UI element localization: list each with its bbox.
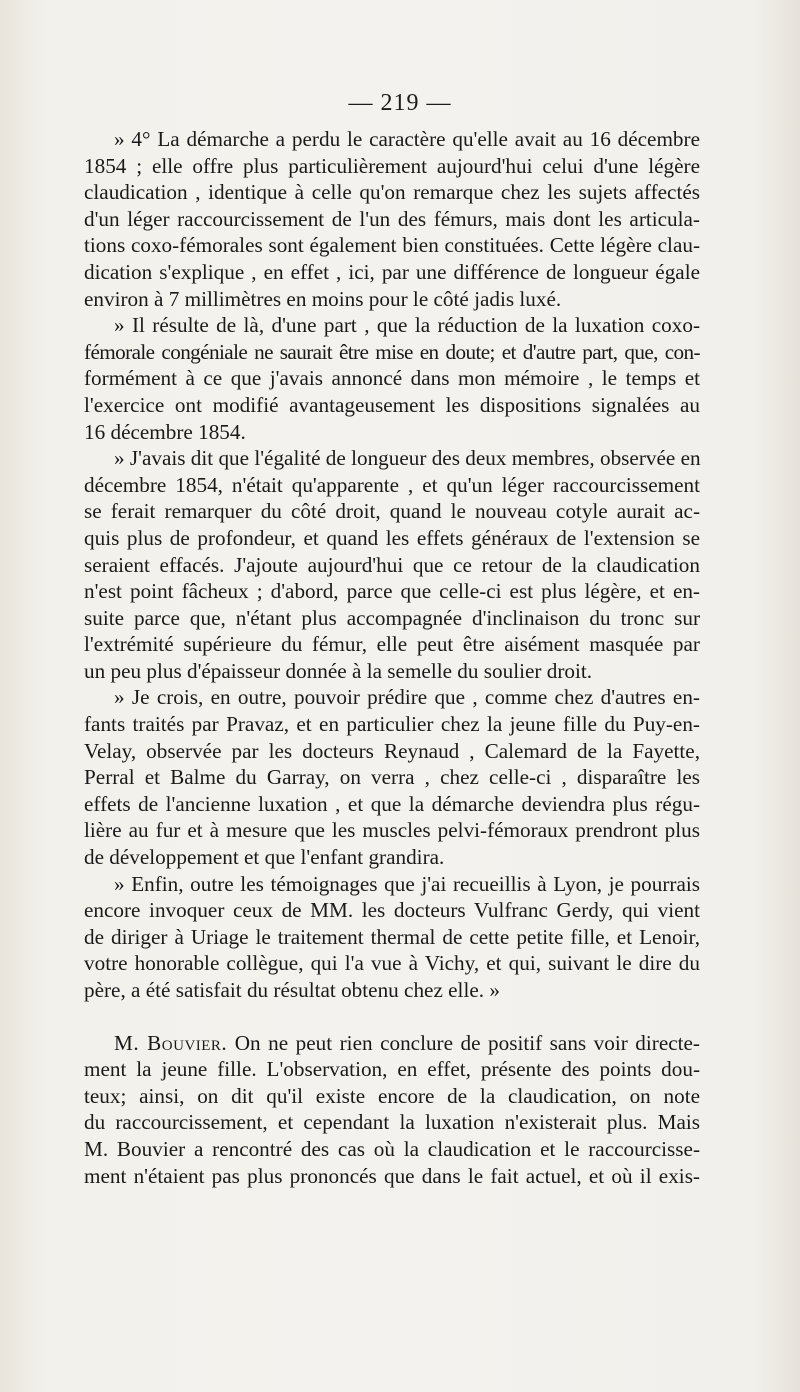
paragraph-5 [84, 871, 700, 1004]
speaker-name: M. Bouvier. [114, 1030, 228, 1055]
text-line: seraient effacés. J'ajoute aujourd'hui que ce retour de la claudication [84, 552, 700, 577]
paragraph-4 [84, 684, 700, 870]
text-line: lière au fur et à mesure que les muscles pelvi-fémoraux prendront plus [84, 818, 700, 843]
text-line: de développement et que l'enfant grandira. [84, 845, 445, 870]
text-line: père, a été satisfait du résultat obtenu chez elle. » [84, 978, 500, 1002]
text-line: fémorale congéniale ne saurait être mise en doute; et d'autre part, que, con- [84, 339, 700, 364]
text-line: du raccourcissement, et cependant la luxation n'existerait plus. Mais [84, 1110, 700, 1135]
text-line: fants traités par Pravaz, et en particulier chez la jeune fille du Puy-en- [84, 712, 700, 737]
text-line: M. Bouvier a rencontré des cas où la claudication et le raccourcisse- [84, 1136, 700, 1161]
paragraph-1 [84, 126, 700, 312]
paragraph-3 [84, 445, 700, 684]
paragraph-2 [84, 312, 700, 445]
text-line: tions coxo-fémorales sont également bien constituées. Cette légère clau- [84, 233, 700, 258]
text-line: d'un léger raccourcissement de l'un des fémurs, mais dont les articula- [84, 206, 700, 231]
text-line: 16 décembre 1854. [84, 419, 246, 444]
paragraph-6 [84, 1030, 700, 1190]
text-line: encore invoquer ceux de MM. les docteurs Vulfranc Gerdy, qui vient [84, 898, 700, 923]
text-line: votre honorable collègue, qui l'a vue à Vichy, et qui, suivant le dire du [84, 951, 700, 976]
text-line: teux; ainsi, on dit qu'il existe encore de la claudication, on note [84, 1083, 700, 1108]
text-line: claudication , identique à celle qu'on remarque chez les sujets affectés [84, 180, 700, 205]
text-line-rest: On ne peut rien conclure de positif sans voir directe- [227, 1030, 700, 1055]
text-line: se ferait remarquer du côté droit, quand le nouveau cotyle aurait ac- [84, 499, 700, 524]
text-line: Velay, observée par les docteurs Reynaud , Calemard de la Fayette, [84, 738, 700, 763]
text-line: quis plus de profondeur, et quand les effets généraux de l'extension se [84, 525, 700, 550]
text-line: ment la jeune fille. L'observation, en effet, présente des points dou- [84, 1057, 700, 1082]
text-line: n'est point fâcheux ; d'abord, parce que celle-ci est plus légère, et en- [84, 579, 700, 604]
text-line: décembre 1854, n'était qu'apparente , et qu'un léger raccourcissement [84, 472, 700, 497]
text-line: de diriger à Uriage le traitement thermal de cette petite fille, et Lenoir, [84, 924, 700, 949]
text-line: Perral et Balme du Garray, on verra , chez celle-ci , disparaître les [84, 765, 700, 790]
text-line: dication s'explique , en effet , ici, par une différence de longueur égale [84, 259, 700, 284]
text-line: ment n'étaient pas plus prononcés que dans le fait actuel, et où il exis- [84, 1163, 700, 1188]
text-line: environ à 7 millimètres en moins pour le côté jadis luxé. [84, 286, 562, 311]
text-line: 1854 ; elle offre plus particulièrement aujourd'hui celui d'une légère [84, 153, 700, 178]
paragraph-gap [84, 1004, 700, 1030]
page-number: — 219 — [348, 90, 452, 116]
text-line: suite parce que, n'étant plus accompagnée d'inclinaison du tronc sur [84, 605, 700, 630]
text-line: un peu plus d'épaisseur donnée à la semelle du soulier droit. [84, 658, 593, 683]
text-line [84, 1030, 700, 1057]
text-line: » J'avais dit que l'égalité de longueur des deux membres, observée en [114, 446, 701, 471]
text-line: formément à ce que j'avais annoncé dans mon mémoire , le temps et [84, 366, 700, 391]
text-line: l'exercice ont modifié avantageusement les dispositions signalées au [84, 392, 700, 417]
text-line: » Il résulte de là, d'une part , que la réduction de la luxation coxo- [114, 313, 700, 338]
text-line: » Je crois, en outre, pouvoir prédire que , comme chez d'autres en- [114, 685, 700, 710]
text-line: » Enfin, outre les témoignages que j'ai recueillis à Lyon, je pourrais [114, 871, 700, 896]
text-line: » 4° La démarche a perdu le caractère qu'elle avait au 16 décembre [114, 127, 700, 151]
page-body [84, 126, 700, 1189]
text-line: l'extrémité supérieure du fémur, elle peut être aisément masquée par [84, 632, 700, 657]
text-line: effets de l'ancienne luxation , et que la démarche deviendra plus régu- [84, 791, 700, 816]
